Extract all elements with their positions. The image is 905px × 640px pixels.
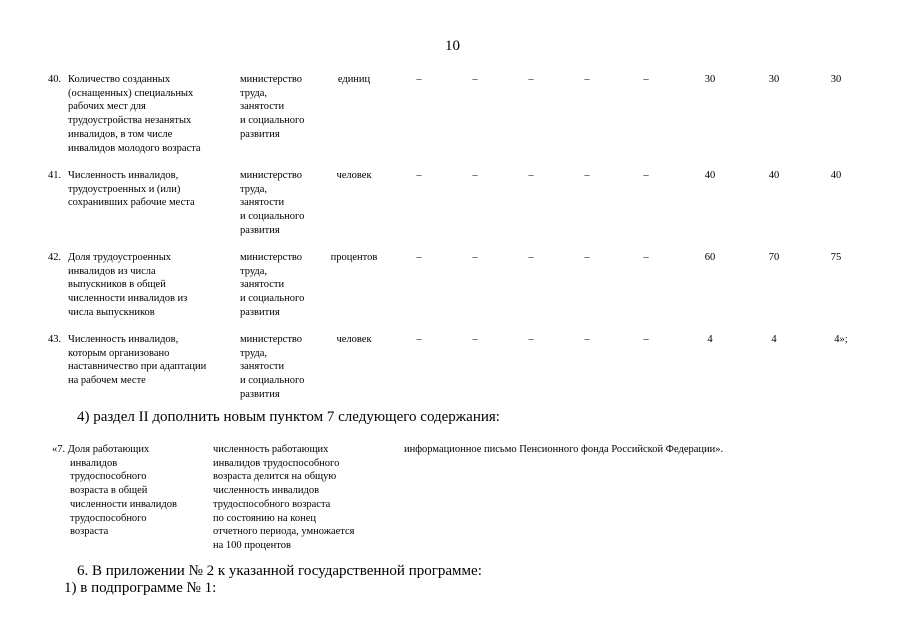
unit: процентов <box>330 252 378 263</box>
unit: человек <box>336 170 372 181</box>
unit: единиц <box>337 74 371 85</box>
value-cell: – <box>528 170 534 181</box>
value-cell: – <box>416 334 422 345</box>
responsible-org: министерство труда, занятости и социального развития <box>240 334 305 400</box>
value-cell: – <box>584 74 590 85</box>
value-cell: – <box>416 170 422 181</box>
value-cell: 40 <box>704 170 716 181</box>
indicator-name: Количество созданных (оснащенных) специальных рабочих мест для трудоустройства незанятых инвалидов, в том числе инвалидов молодого возраста <box>68 74 201 154</box>
value-cell: 4»; <box>834 334 848 345</box>
responsible-org: министерство труда, занятости и социального развития <box>240 74 305 140</box>
value-cell: – <box>528 252 534 263</box>
value-cell: – <box>528 334 534 345</box>
value-cell: – <box>643 334 649 345</box>
value-cell: 30 <box>768 74 780 85</box>
value-cell: 4 <box>771 334 777 345</box>
value-cell: – <box>584 334 590 345</box>
responsible-org: министерство труда, занятости и социального развития <box>240 170 305 236</box>
value-cell: 70 <box>768 252 780 263</box>
row-number: 41. <box>48 170 62 181</box>
value-cell: 40 <box>768 170 780 181</box>
point-7-data-source: информационное письмо Пенсионного фонда Российской Федерации». <box>404 444 724 455</box>
unit: человек <box>336 334 372 345</box>
value-cell: – <box>472 334 478 345</box>
value-cell: 75 <box>830 252 842 263</box>
responsible-org: министерство труда, занятости и социального развития <box>240 252 305 318</box>
value-cell: – <box>643 74 649 85</box>
point-7-indicator-name: «7. Доля работающих инвалидов трудоспособного возраста в общей численности инвалидов трудоспособного возраста <box>52 444 177 538</box>
paragraph-6: 6. В приложении № 2 к указанной государственной программе: <box>77 563 482 579</box>
value-cell: – <box>528 74 534 85</box>
value-cell: – <box>472 74 478 85</box>
value-cell: 30 <box>830 74 842 85</box>
value-cell: – <box>643 252 649 263</box>
value-cell: 60 <box>704 252 716 263</box>
paragraph-6-item-1: 1) в подпрограмме № 1: <box>64 580 217 596</box>
section-amendment-text: 4) раздел II дополнить новым пунктом 7 следующего содержания: <box>77 409 500 425</box>
row-number: 43. <box>48 334 62 345</box>
value-cell: 40 <box>830 170 842 181</box>
indicator-name: Численность инвалидов, которым организовано наставничество при адаптации на рабочем месте <box>68 334 207 387</box>
value-cell: – <box>472 252 478 263</box>
page-number: 10 <box>445 38 460 54</box>
value-cell: 30 <box>704 74 716 85</box>
point-7-calculation-method: численность работающих инвалидов трудоспособного возраста делится на общую численность инвалидов трудоспособного возраста по состоянию на конец отчетного периода, умножается на 100 процентов <box>213 444 355 551</box>
row-number: 42. <box>48 252 62 263</box>
value-cell: – <box>472 170 478 181</box>
value-cell: – <box>584 170 590 181</box>
value-cell: – <box>416 74 422 85</box>
row-number: 40. <box>48 74 62 85</box>
value-cell: – <box>643 170 649 181</box>
value-cell: 4 <box>707 334 713 345</box>
value-cell: – <box>584 252 590 263</box>
indicator-name: Численность инвалидов, трудоустроенных и (или) сохранивших рабочие места <box>68 170 195 209</box>
indicator-name: Доля трудоустроенных инвалидов из числа выпускников в общей численности инвалидов из числа выпускников <box>68 252 188 318</box>
value-cell: – <box>416 252 422 263</box>
